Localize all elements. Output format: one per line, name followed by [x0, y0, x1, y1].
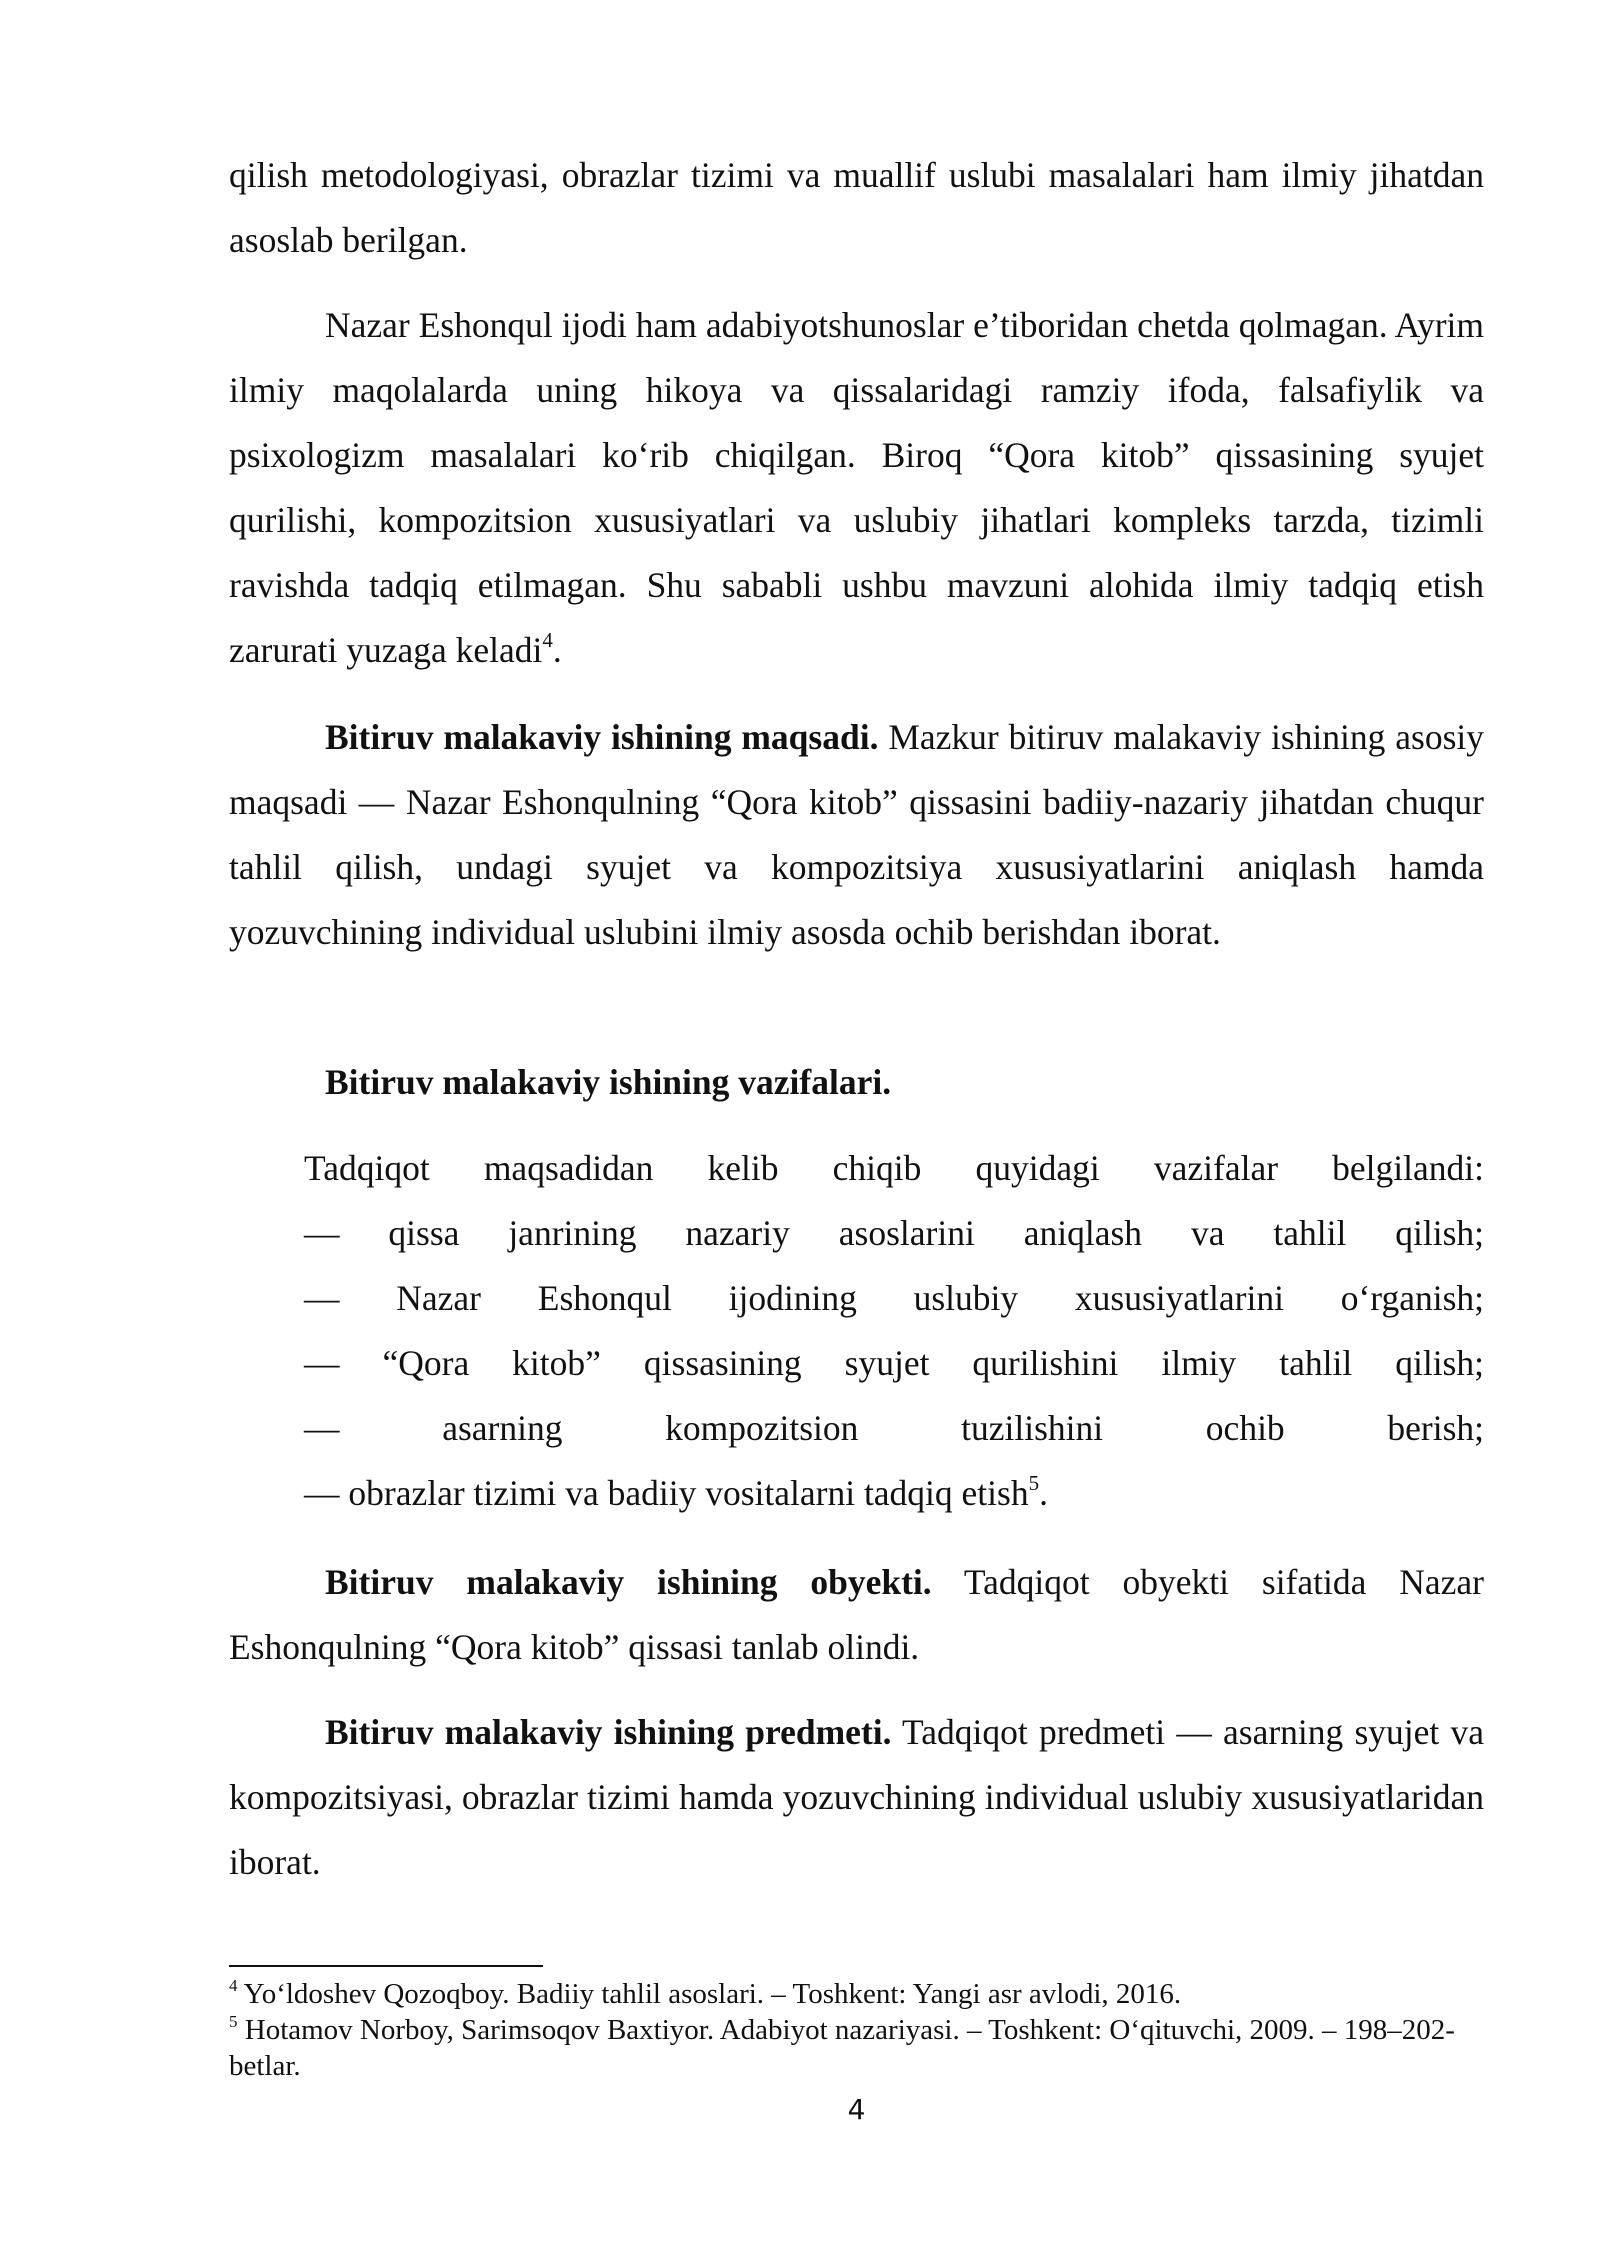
list-item: — qissa janrining nazariy asoslarini aniqlash va tahlil qilish;	[304, 1213, 1484, 1253]
footnote-number: 4	[229, 1976, 238, 1996]
paragraph-end-punct: .	[552, 630, 562, 670]
list-item	[304, 1461, 1484, 1526]
page-number: 4	[847, 2093, 866, 2126]
list-item: — “Qora kitob” qissasining syujet qurilishini ilmiy tahlil qilish;	[304, 1343, 1484, 1383]
section-heading-aim: Bitiruv malakaviy ishining maqsadi.	[325, 717, 879, 757]
list-item: — Nazar Eshonqul ijodining uslubiy xususiyatlarini o‘rganish;	[304, 1278, 1484, 1318]
list-item-end-punct: .	[1039, 1473, 1048, 1513]
footnote-number: 5	[229, 2012, 238, 2032]
list-item: — asarning kompozitsion tuzilishini ochib berish;	[304, 1408, 1484, 1448]
tasks-intro: Tadqiqot maqsadidan kelib chiqib quyidagi vazifalar belgilandi:	[304, 1148, 1484, 1188]
section-heading-object: Bitiruv malakaviy ishining obyekti.	[325, 1562, 932, 1602]
footnote-separator	[229, 1965, 543, 1967]
paragraph-text: Tadqiqot predmeti — asarning syujet va kompozitsiyasi, obrazlar tizimi hamda yozuvchining individual uslubiy xususiyatlaridan iborat.	[229, 1712, 1484, 1882]
paragraph-literature-review	[229, 293, 1484, 683]
paragraph-subject	[229, 1700, 1484, 1895]
footnote-text: Yo‘ldoshev Qozoqboy. Badiiy tahlil asoslari. – Toshkent: Yangi asr avlodi, 2016.	[237, 1978, 1182, 2010]
footnote-5	[229, 2012, 1484, 2084]
paragraph-continuation	[229, 143, 1484, 273]
paragraph-tasks-heading	[229, 1050, 1484, 1115]
paragraph-aim	[229, 705, 1484, 965]
paragraph-text: Tadqiqot obyekti sifatida Nazar Eshonqulning “Qora kitob” qissasi tanlab olindi.	[229, 1562, 1484, 1667]
paragraph-text: Mazkur bitiruv malakaviy ishining asosiy maqsadi — Nazar Eshonqulning “Qora kitob” qissasini badiiy-nazariy jihatdan chuqur tahlil qilish, undagi syujet va kompozitsiya xususiyatlarini aniqlash hamda yozuvchining individual uslubini ilmiy asosda ochib berishdan iborat.	[229, 717, 1484, 952]
footnotes	[229, 1976, 1484, 2084]
paragraph-object	[229, 1550, 1484, 1680]
footnote-4	[229, 1976, 1484, 2012]
footnote-ref-4[interactable]: 4	[542, 628, 553, 653]
list-item-text: — obrazlar tizimi va badiiy vositalarni tadqiq etish	[304, 1473, 1029, 1513]
footnote-text: Hotamov Norboy, Sarimsoqov Baxtiyor. Adabiyot nazariyasi. – Toshkent: O‘qituvchi, 2009. – 198–202-betlar.	[229, 2014, 1455, 2082]
section-heading-subject: Bitiruv malakaviy ishining predmeti.	[325, 1712, 892, 1752]
section-heading-tasks: Bitiruv malakaviy ishining vazifalari.	[325, 1062, 892, 1102]
paragraph-text: Nazar Eshonqul ijodi ham adabiyotshunoslar e’tiboridan chetda qolmagan. Ayrim ilmiy maqolalarda uning hikoya va qissalaridagi ramziy ifoda, falsafiylik va psixologizm masalalari ko‘rib chiqilgan. Biroq “Qora kitob” qissasining syujet qurilishi, kompozitsion xususiyatlari va uslubiy jihatlari kompleks tarzda, tizimli ravishda tadqiq etilmagan. Shu sababli ushbu mavzuni alohida ilmiy tadqiq etish zarurati yuzaga keladi	[229, 305, 1484, 670]
paragraph-text: qilish metodologiyasi, obrazlar tizimi va muallif uslubi masalalari ham ilmiy jihatdan asoslab berilgan.	[229, 155, 1484, 260]
footnote-ref-5[interactable]: 5	[1028, 1471, 1040, 1496]
tasks-list	[304, 1136, 1484, 1526]
